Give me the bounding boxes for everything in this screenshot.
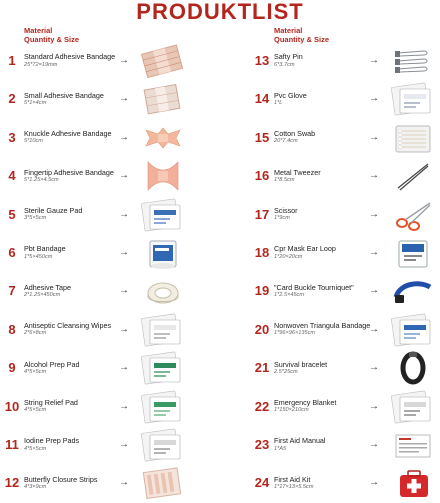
arrow-icon: → <box>119 323 129 335</box>
item-name: Small Adhesive Bandage <box>24 90 104 100</box>
list-item <box>2 233 202 273</box>
item-text <box>274 118 374 158</box>
arrow-icon: → <box>369 362 379 374</box>
item-number: 7 <box>8 283 16 299</box>
relief-pad-icon <box>140 389 186 425</box>
arrow-icon: → <box>119 55 129 66</box>
item-size: 1*20×20cm <box>274 253 303 260</box>
alcohol-pad-icon <box>140 350 186 386</box>
list-item <box>252 195 440 235</box>
item-name: Adhesive Tape <box>24 282 72 292</box>
list-item <box>252 156 440 196</box>
item-name: Scissor <box>274 205 298 215</box>
item-text <box>274 41 374 81</box>
item-size: 1*2.5×45cm <box>274 292 305 299</box>
item-name: Emergency Blanket <box>274 397 337 407</box>
item-number: 3 <box>8 129 16 145</box>
list-item <box>252 41 440 81</box>
item-text <box>24 41 124 81</box>
iodine-pad-icon <box>140 427 186 463</box>
item-name: String Relief Pad <box>24 397 78 407</box>
arrow-icon: → <box>119 400 129 412</box>
item-size: 4*5×5cm <box>24 445 47 452</box>
tape-roll-icon <box>140 273 186 309</box>
butterfly-strip-icon <box>140 465 186 501</box>
glove-packet-icon <box>390 81 436 117</box>
item-number: 15 <box>254 129 270 145</box>
item-name: Knuckle Adhesive Bandage <box>24 129 112 139</box>
item-text <box>24 387 124 427</box>
item-text <box>24 463 124 503</box>
list-item <box>252 425 440 465</box>
item-text <box>274 310 374 350</box>
list-item <box>252 233 440 273</box>
arrow-icon: → <box>119 285 129 297</box>
item-number: 11 <box>5 437 19 452</box>
item-text <box>274 463 374 503</box>
arrow-icon: → <box>119 439 129 450</box>
item-number: 24 <box>254 475 270 491</box>
item-number: 12 <box>4 475 20 491</box>
bracelet-icon <box>390 350 436 386</box>
item-text <box>24 348 124 388</box>
item-number: 8 <box>8 321 16 337</box>
fingertip-bandage-icon <box>140 158 186 194</box>
arrow-icon: → <box>369 247 379 258</box>
gauze-pad-icon <box>140 197 186 233</box>
item-text <box>274 387 374 427</box>
list-item <box>252 348 440 388</box>
item-number: 17 <box>254 206 270 222</box>
item-number: 4 <box>8 168 16 184</box>
item-name: Pbt Bandage <box>24 244 66 254</box>
item-text <box>24 233 124 273</box>
item-text <box>274 348 374 388</box>
item-name: Metal Tweezer <box>274 167 321 177</box>
item-name: Pvc Glove <box>274 90 307 100</box>
item-size: 1*8.5cm <box>274 176 295 183</box>
item-size: 2*1.25×450cm <box>24 292 61 299</box>
item-text <box>274 425 374 465</box>
item-size: 2*6×8cm <box>24 330 47 337</box>
arrow-icon: → <box>369 285 379 297</box>
item-text <box>24 425 124 465</box>
item-size: 25*72=19mm <box>24 61 58 68</box>
item-number: 22 <box>254 398 270 414</box>
first-aid-kit-icon <box>390 465 436 501</box>
item-number: 16 <box>254 168 270 184</box>
arrow-icon: → <box>119 93 129 105</box>
list-item <box>252 271 440 311</box>
item-name: First Aid Manual <box>274 436 326 446</box>
list-item <box>252 79 440 119</box>
item-text <box>24 195 124 235</box>
list-item <box>2 425 202 465</box>
item-size: 5*1×4cm <box>24 100 47 107</box>
list-item <box>252 310 440 350</box>
item-name: Iodine Prep Pads <box>24 436 80 446</box>
item-size: 1*17×13×5.5cm <box>274 484 314 491</box>
item-number: 5 <box>8 206 16 222</box>
item-name: Cotton Swab <box>274 129 316 139</box>
item-number: 1 <box>8 53 16 68</box>
blanket-packet-icon <box>390 389 436 425</box>
cpr-mask-icon <box>390 235 436 271</box>
item-number: 10 <box>4 398 20 414</box>
tourniquet-icon <box>390 273 436 309</box>
list-item <box>2 79 202 119</box>
item-text <box>274 156 374 196</box>
item-size: 1*150×210cm <box>274 407 309 414</box>
item-number: 18 <box>254 245 270 260</box>
item-text <box>24 79 124 119</box>
column-header-material: Material <box>24 26 53 35</box>
item-size: 6*3.7cm <box>274 61 295 68</box>
item-text <box>274 195 374 235</box>
list-item <box>2 387 202 427</box>
item-name: Fingertip Adhesive Bandage <box>24 167 114 177</box>
item-number: 6 <box>8 245 16 260</box>
item-size: 4*3×9cm <box>24 484 47 491</box>
list-item <box>252 387 440 427</box>
item-name: Butterfly Closure Strips <box>24 474 98 484</box>
item-name: Sterile Gauze Pad <box>24 205 83 215</box>
list-item <box>252 118 440 158</box>
pbt-roll-icon <box>140 235 186 271</box>
item-text <box>24 310 124 350</box>
item-size: 5*1.25×4.5cm <box>24 176 59 183</box>
arrow-icon: → <box>369 55 379 66</box>
item-text <box>24 118 124 158</box>
small-bandage-icon <box>140 81 186 117</box>
list-item <box>2 41 202 81</box>
item-number: 23 <box>254 437 270 452</box>
safety-pin-icon <box>390 43 436 79</box>
item-size: 2.5*25cm <box>274 368 298 375</box>
arrow-icon: → <box>369 93 379 105</box>
column-header-material: Material <box>274 26 303 35</box>
item-size: 1*9cm <box>274 215 290 222</box>
tweezer-icon <box>390 158 436 194</box>
item-name: Antiseptic Cleansing Wipes <box>24 321 112 331</box>
column-header-quantity: Quantity & Size <box>274 34 330 44</box>
arrow-icon: → <box>369 131 379 143</box>
item-name: Nonwoven Triangula Bandage <box>274 321 371 331</box>
item-size: 5*10cm <box>24 138 43 145</box>
item-size: 4*5×5cm <box>24 368 47 375</box>
standard-bandage-icon <box>140 43 186 79</box>
item-name: Cpr Mask Ear Loop <box>274 244 336 254</box>
scissor-icon <box>390 197 436 233</box>
list-item <box>2 156 202 196</box>
item-size: 1*96×96×135cm <box>274 330 316 337</box>
arrow-icon: → <box>119 362 129 374</box>
arrow-icon: → <box>119 247 129 258</box>
item-text <box>274 233 374 273</box>
arrow-icon: → <box>369 208 379 220</box>
item-number: 2 <box>8 91 16 107</box>
list-item <box>2 118 202 158</box>
list-item <box>2 195 202 235</box>
item-number: 20 <box>254 321 270 337</box>
list-item <box>2 348 202 388</box>
item-name: "Card Buckle Tourniquet" <box>274 282 354 292</box>
triangular-bandage-icon <box>390 312 436 348</box>
item-text <box>274 271 374 311</box>
item-size: 1*A5 <box>274 445 287 452</box>
wipe-packet-icon <box>140 312 186 348</box>
item-size: 4*5×5cm <box>24 407 47 414</box>
list-item <box>2 271 202 311</box>
item-size: 20*7.4cm <box>274 138 298 145</box>
arrow-icon: → <box>369 400 379 412</box>
item-size: 3*5×5cm <box>24 215 47 222</box>
item-size: 1*5×450cm <box>24 253 53 260</box>
arrow-icon: → <box>369 323 379 335</box>
item-number: 14 <box>254 91 270 107</box>
arrow-icon: → <box>119 477 129 489</box>
item-number: 13 <box>254 53 270 68</box>
arrow-icon: → <box>119 208 129 220</box>
arrow-icon: → <box>119 131 129 143</box>
column-header-quantity: Quantity & Size <box>24 34 80 44</box>
item-number: 9 <box>8 360 16 376</box>
cotton-swab-icon <box>390 120 436 156</box>
item-name: Alcohol Prep Pad <box>24 359 80 369</box>
arrow-icon: → <box>369 477 379 489</box>
arrow-icon: → <box>369 439 379 450</box>
item-name: Safty Pin <box>274 52 303 62</box>
item-name: First Aid Kit <box>274 474 311 484</box>
knuckle-bandage-icon <box>140 120 186 156</box>
item-text <box>274 79 374 119</box>
item-name: Standard Adhesive Bandage <box>24 52 116 62</box>
item-text <box>24 156 124 196</box>
item-number: 21 <box>254 360 270 376</box>
item-number: 19 <box>254 283 270 299</box>
arrow-icon: → <box>369 170 379 182</box>
page-title: PRODUKTLIST <box>136 0 304 24</box>
manual-booklet-icon <box>390 427 436 463</box>
list-item <box>2 310 202 350</box>
item-size: 1*L <box>274 100 283 107</box>
item-text <box>24 271 124 311</box>
item-name: Survival bracelet <box>274 359 328 369</box>
list-item <box>252 463 440 503</box>
list-item <box>2 463 202 503</box>
arrow-icon: → <box>119 170 129 182</box>
